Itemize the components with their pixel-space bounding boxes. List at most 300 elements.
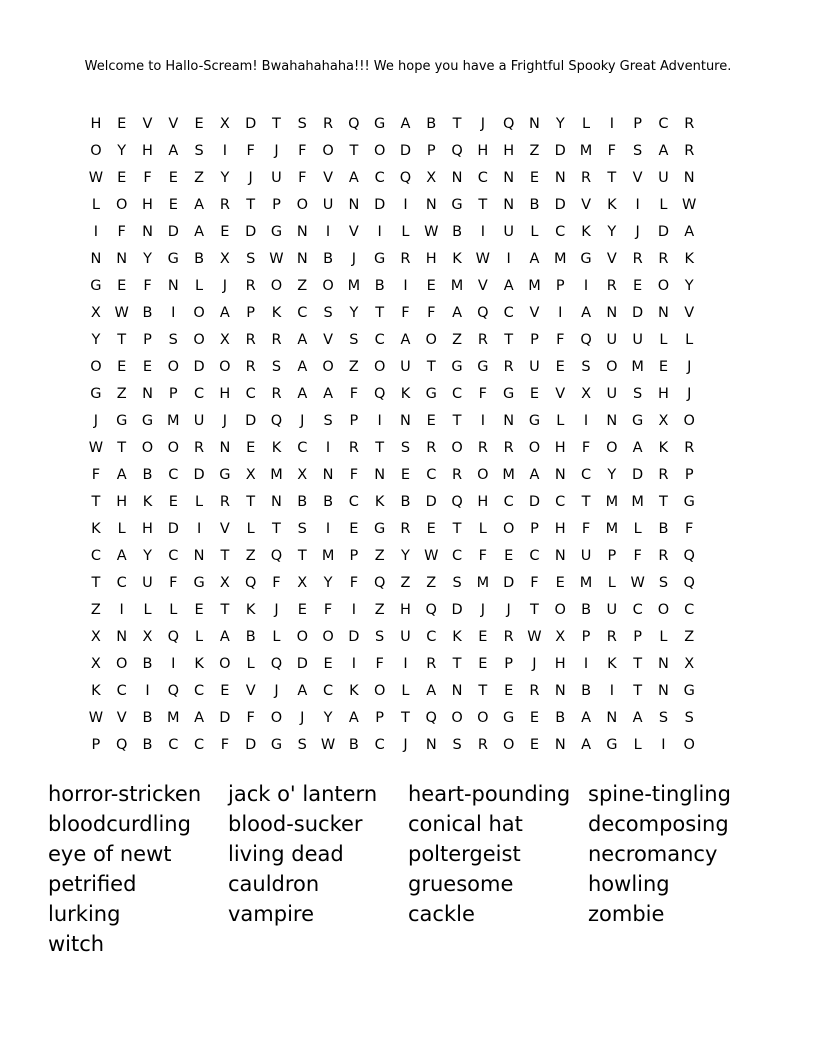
- grid-letter: R: [503, 629, 514, 645]
- grid-letter: X: [658, 413, 669, 429]
- grid-letter: W: [320, 737, 336, 753]
- grid-letter: N: [296, 251, 308, 267]
- grid-letter: B: [142, 467, 153, 483]
- grid-row: [83, 546, 702, 573]
- grid-letter: Z: [374, 548, 385, 564]
- grid-letter: F: [685, 521, 694, 537]
- word-bank-item: cauldron: [228, 872, 320, 896]
- word-bank-item: conical hat: [408, 812, 523, 836]
- word-bank-item: petrified: [48, 872, 137, 896]
- grid-letter: C: [503, 305, 514, 321]
- grid-letter: G: [683, 683, 695, 699]
- grid-letter: E: [426, 278, 436, 294]
- grid-letter: G: [167, 251, 179, 267]
- grid-letter: Q: [580, 332, 592, 348]
- grid-letter: O: [90, 143, 102, 159]
- grid-letter: R: [503, 359, 514, 375]
- grid-letter: G: [374, 521, 386, 537]
- grid-letter: A: [658, 143, 669, 159]
- grid-letter: M: [450, 278, 464, 294]
- grid-row: [83, 465, 702, 492]
- grid-letter: G: [374, 116, 386, 132]
- grid-letter: I: [583, 413, 589, 429]
- grid-letter: V: [581, 197, 591, 213]
- grid-letter: G: [90, 278, 102, 294]
- grid-letter: X: [581, 386, 591, 402]
- grid-letter: T: [246, 197, 256, 213]
- grid-letter: S: [271, 359, 282, 375]
- grid-letter: N: [554, 548, 566, 564]
- grid-letter: D: [219, 710, 231, 726]
- grid-row: [83, 249, 702, 276]
- grid-letter: O: [373, 359, 386, 375]
- grid-letter: U: [142, 575, 153, 591]
- grid-letter: N: [554, 683, 566, 699]
- grid-letter: H: [142, 143, 153, 159]
- grid-letter: X: [90, 656, 101, 672]
- grid-letter: X: [219, 332, 230, 348]
- grid-letter: C: [426, 467, 437, 483]
- grid-letter: V: [632, 170, 643, 186]
- grid-letter: L: [246, 656, 255, 672]
- grid-letter: L: [633, 521, 642, 537]
- grid-letter: E: [478, 629, 488, 645]
- grid-row: [83, 303, 702, 330]
- grid-letter: R: [271, 332, 282, 348]
- grid-letter: B: [400, 494, 411, 510]
- grid-letter: N: [167, 278, 179, 294]
- grid-letter: P: [143, 332, 152, 348]
- grid-letter: U: [632, 332, 643, 348]
- grid-letter: E: [194, 602, 204, 618]
- grid-letter: F: [401, 305, 410, 321]
- grid-letter: I: [635, 197, 640, 213]
- grid-letter: X: [90, 629, 101, 645]
- grid-letter: A: [219, 305, 230, 321]
- grid-letter: J: [635, 224, 640, 240]
- grid-letter: Q: [477, 305, 489, 321]
- grid-letter: J: [480, 602, 485, 618]
- grid-letter: I: [171, 305, 176, 321]
- grid-letter: A: [219, 629, 230, 645]
- grid-letter: H: [142, 197, 153, 213]
- grid-letter: L: [659, 332, 668, 348]
- grid-letter: U: [322, 197, 334, 213]
- grid-letter: C: [503, 494, 514, 510]
- grid-letter: Z: [297, 278, 308, 294]
- grid-row: [83, 222, 702, 249]
- grid-letter: O: [502, 521, 515, 537]
- grid-letter: E: [400, 467, 411, 483]
- grid-letter: B: [452, 224, 463, 240]
- grid-letter: E: [168, 197, 178, 213]
- grid-letter: F: [530, 575, 539, 591]
- grid-letter: N: [503, 197, 515, 213]
- grid-letter: R: [658, 251, 669, 267]
- grid-letter: L: [143, 602, 152, 618]
- grid-letter: X: [245, 467, 256, 483]
- grid-letter: K: [607, 197, 617, 213]
- grid-letter: O: [477, 710, 489, 726]
- grid-letter: V: [323, 332, 334, 348]
- grid-letter: H: [142, 521, 153, 537]
- grid-letter: P: [91, 737, 101, 753]
- grid-letter: K: [194, 656, 204, 672]
- grid-letter: P: [633, 629, 642, 645]
- grid-letter: O: [322, 359, 334, 375]
- grid-letter: W: [114, 305, 129, 321]
- grid-letter: G: [503, 386, 515, 402]
- grid-letter: C: [168, 467, 179, 483]
- grid-letter: S: [323, 413, 333, 429]
- grid-letter: I: [351, 656, 356, 672]
- grid-letter: Y: [220, 170, 230, 186]
- grid-letter: N: [193, 548, 205, 564]
- grid-letter: P: [349, 548, 359, 564]
- grid-letter: H: [116, 494, 128, 510]
- grid-letter: K: [91, 683, 101, 699]
- grid-letter: I: [583, 278, 589, 294]
- grid-letter: C: [451, 548, 463, 564]
- grid-letter: V: [116, 710, 127, 726]
- grid-letter: P: [530, 521, 539, 537]
- grid-letter: H: [554, 656, 566, 672]
- grid-letter: Z: [90, 602, 101, 618]
- grid-letter: Q: [451, 143, 463, 159]
- grid-letter: J: [274, 602, 279, 618]
- grid-letter: A: [348, 710, 359, 726]
- grid-letter: P: [581, 629, 591, 645]
- grid-letter: V: [684, 305, 695, 321]
- grid-letter: S: [581, 359, 591, 375]
- grid-letter: D: [632, 305, 644, 321]
- grid-letter: B: [142, 710, 153, 726]
- grid-letter: O: [606, 440, 618, 456]
- grid-letter: L: [659, 197, 668, 213]
- grid-letter: C: [426, 629, 437, 645]
- grid-row: [83, 411, 702, 438]
- grid-letter: E: [349, 521, 359, 537]
- grid-letter: D: [374, 197, 386, 213]
- grid-letter: D: [245, 737, 257, 753]
- grid-letter: T: [272, 116, 281, 132]
- grid-letter: S: [684, 710, 694, 726]
- grid-letter: R: [581, 170, 592, 186]
- grid-letter: R: [245, 359, 256, 375]
- grid-letter: F: [91, 467, 101, 483]
- grid-letter: B: [581, 602, 592, 618]
- grid-letter: M: [270, 467, 283, 483]
- grid-letter: T: [633, 683, 643, 699]
- grid-letter: I: [480, 224, 485, 240]
- grid-letter: T: [478, 683, 488, 699]
- grid-letter: F: [478, 548, 488, 564]
- grid-letter: S: [246, 251, 256, 267]
- grid-letter: D: [167, 521, 179, 537]
- grid-letter: R: [529, 683, 540, 699]
- grid-letter: G: [451, 197, 463, 213]
- grid-letter: J: [222, 278, 228, 294]
- grid-letter: L: [685, 332, 694, 348]
- grid-letter: L: [195, 494, 204, 510]
- grid-letter: Q: [373, 575, 386, 591]
- word-bank-item: witch: [48, 932, 105, 956]
- grid-letter: F: [633, 548, 642, 564]
- grid-letter: Q: [425, 710, 437, 726]
- grid-letter: C: [90, 548, 101, 564]
- grid-letter: K: [142, 494, 153, 510]
- grid-letter: F: [349, 467, 359, 483]
- grid-letter: K: [374, 494, 385, 510]
- grid-letter: O: [502, 737, 515, 753]
- grid-letter: N: [658, 683, 669, 699]
- grid-letter: E: [529, 710, 540, 726]
- grid-letter: O: [322, 629, 334, 645]
- grid-letter: C: [297, 305, 308, 321]
- grid-letter: R: [606, 629, 617, 645]
- grid-letter: E: [117, 278, 127, 294]
- grid-letter: T: [581, 494, 591, 510]
- grid-letter: O: [167, 440, 179, 456]
- grid-letter: E: [504, 548, 514, 564]
- grid-letter: P: [349, 413, 359, 429]
- grid-letter: N: [554, 467, 566, 483]
- grid-letter: J: [687, 359, 692, 375]
- grid-letter: E: [168, 170, 178, 186]
- grid-letter: Z: [194, 170, 205, 186]
- grid-letter: N: [90, 251, 102, 267]
- grid-letter: Q: [502, 116, 515, 132]
- grid-letter: M: [502, 467, 515, 483]
- grid-letter: T: [349, 143, 359, 159]
- grid-letter: C: [658, 116, 669, 132]
- grid-letter: Y: [555, 116, 565, 132]
- grid-letter: Y: [323, 710, 333, 726]
- grid-letter: W: [269, 251, 284, 267]
- grid-letter: C: [194, 683, 205, 699]
- grid-letter: N: [142, 224, 153, 240]
- grid-letter: B: [297, 494, 308, 510]
- grid-letter: R: [658, 467, 669, 483]
- grid-letter: A: [194, 710, 205, 726]
- grid-letter: B: [529, 197, 540, 213]
- grid-letter: B: [142, 737, 153, 753]
- grid-letter: A: [400, 332, 411, 348]
- grid-letter: R: [684, 116, 695, 132]
- grid-letter: Y: [323, 575, 333, 591]
- grid-letter: N: [658, 305, 669, 321]
- grid-letter: X: [426, 170, 437, 186]
- grid-letter: C: [580, 467, 592, 483]
- grid-letter: C: [374, 170, 385, 186]
- grid-letter: A: [426, 683, 437, 699]
- grid-letter: C: [168, 548, 179, 564]
- grid-letter: R: [452, 467, 463, 483]
- grid-letter: M: [476, 575, 490, 591]
- grid-letter: S: [194, 143, 204, 159]
- grid-letter: E: [117, 170, 127, 186]
- grid-letter: U: [529, 359, 540, 375]
- grid-letter: X: [297, 467, 308, 483]
- grid-letter: V: [168, 116, 179, 132]
- grid-letter: D: [528, 494, 541, 510]
- grid-letter: J: [248, 170, 253, 186]
- grid-letter: A: [323, 386, 334, 402]
- grid-letter: D: [193, 359, 205, 375]
- grid-letter: A: [297, 386, 308, 402]
- grid-letter: A: [503, 278, 514, 294]
- grid-letter: N: [374, 467, 386, 483]
- grid-letter: E: [117, 116, 127, 132]
- grid-letter: I: [222, 143, 228, 159]
- grid-letter: O: [270, 710, 283, 726]
- grid-letter: Z: [245, 548, 256, 564]
- grid-row: [83, 114, 702, 141]
- grid-letter: I: [325, 440, 331, 456]
- grid-letter: A: [400, 116, 411, 132]
- grid-letter: V: [477, 278, 488, 294]
- grid-letter: R: [400, 521, 411, 537]
- grid-letter: E: [633, 278, 643, 294]
- grid-letter: D: [451, 602, 463, 618]
- grid-letter: A: [529, 467, 540, 483]
- grid-letter: O: [683, 413, 695, 429]
- grid-letter: R: [271, 386, 282, 402]
- grid-letter: Q: [270, 548, 283, 564]
- grid-letter: N: [503, 170, 515, 186]
- grid-letter: L: [556, 413, 565, 429]
- grid-letter: S: [452, 575, 462, 591]
- grid-letter: C: [684, 602, 695, 618]
- grid-row: [83, 681, 702, 708]
- word-bank-item: horror-stricken: [48, 782, 202, 806]
- grid-letter: N: [116, 629, 128, 645]
- grid-letter: L: [195, 278, 204, 294]
- grid-letter: R: [477, 737, 488, 753]
- grid-letter: D: [245, 116, 257, 132]
- grid-letter: P: [246, 305, 256, 321]
- grid-letter: N: [451, 683, 463, 699]
- grid-letter: N: [142, 386, 153, 402]
- grid-letter: E: [220, 224, 230, 240]
- grid-letter: K: [452, 629, 462, 645]
- grid-letter: Y: [684, 278, 694, 294]
- grid-letter: F: [143, 278, 152, 294]
- grid-letter: T: [117, 440, 127, 456]
- grid-letter: P: [504, 656, 514, 672]
- grid-letter: F: [556, 332, 565, 348]
- grid-letter: M: [167, 413, 180, 429]
- grid-letter: F: [169, 575, 178, 591]
- grid-letter: F: [298, 170, 307, 186]
- grid-letter: N: [425, 737, 437, 753]
- grid-letter: R: [632, 251, 643, 267]
- grid-letter: T: [452, 656, 462, 672]
- grid-letter: L: [530, 224, 539, 240]
- grid-letter: W: [88, 170, 104, 186]
- grid-letter: C: [374, 332, 385, 348]
- grid-letter: F: [349, 575, 359, 591]
- word-bank-item: jack o' lantern: [228, 782, 378, 806]
- grid-letter: J: [506, 602, 511, 618]
- grid-letter: S: [375, 629, 385, 645]
- grid-letter: G: [425, 386, 437, 402]
- grid-letter: O: [425, 332, 437, 348]
- grid-letter: O: [296, 629, 308, 645]
- grid-letter: O: [373, 683, 386, 699]
- grid-letter: F: [375, 656, 384, 672]
- grid-letter: I: [583, 656, 589, 672]
- grid-letter: P: [633, 116, 642, 132]
- grid-letter: W: [475, 251, 491, 267]
- grid-letter: X: [142, 629, 153, 645]
- grid-letter: M: [631, 359, 644, 375]
- grid-letter: J: [687, 386, 692, 402]
- word-bank-item: spine-tingling: [588, 782, 731, 806]
- grid-letter: M: [631, 494, 644, 510]
- word-bank-item: living dead: [228, 842, 344, 866]
- grid-letter: Y: [117, 143, 127, 159]
- grid-letter: Q: [167, 683, 179, 699]
- grid-letter: S: [297, 116, 307, 132]
- grid-letter: S: [297, 737, 307, 753]
- grid-letter: P: [607, 548, 617, 564]
- grid-letter: R: [348, 440, 359, 456]
- grid-letter: A: [297, 359, 308, 375]
- grid-letter: U: [400, 629, 411, 645]
- grid-letter: C: [555, 494, 566, 510]
- grid-letter: U: [193, 413, 205, 429]
- grid-letter: U: [606, 386, 618, 402]
- grid-letter: M: [579, 143, 593, 159]
- grid-letter: S: [452, 737, 462, 753]
- grid-row: [83, 168, 702, 195]
- grid-letter: J: [403, 737, 408, 753]
- grid-letter: Q: [244, 575, 257, 591]
- grid-letter: S: [633, 143, 643, 159]
- grid-letter: I: [609, 116, 614, 132]
- grid-letter: O: [554, 602, 566, 618]
- grid-letter: X: [555, 629, 566, 645]
- grid-letter: F: [220, 737, 230, 753]
- grid-letter: Q: [683, 548, 695, 564]
- grid-letter: N: [529, 116, 540, 132]
- grid-letter: H: [554, 440, 566, 456]
- grid-letter: R: [219, 197, 230, 213]
- grid-letter: C: [374, 737, 385, 753]
- grid-letter: R: [245, 332, 256, 348]
- grid-row: [83, 141, 702, 168]
- grid-letter: N: [554, 737, 566, 753]
- grid-letter: E: [555, 359, 565, 375]
- grid-letter: Q: [348, 116, 360, 132]
- grid-letter: G: [606, 737, 618, 753]
- grid-letter: S: [349, 332, 359, 348]
- grid-letter: I: [558, 305, 563, 321]
- grid-letter: Y: [91, 332, 101, 348]
- grid-letter: R: [503, 440, 514, 456]
- grid-letter: O: [115, 656, 128, 672]
- grid-letter: N: [554, 170, 566, 186]
- grid-letter: T: [375, 305, 385, 321]
- grid-letter: C: [194, 386, 205, 402]
- grid-letter: B: [426, 116, 437, 132]
- grid-letter: J: [300, 413, 305, 429]
- grid-letter: M: [579, 575, 593, 591]
- grid-letter: O: [219, 359, 231, 375]
- grid-letter: R: [658, 548, 669, 564]
- grid-letter: D: [554, 143, 566, 159]
